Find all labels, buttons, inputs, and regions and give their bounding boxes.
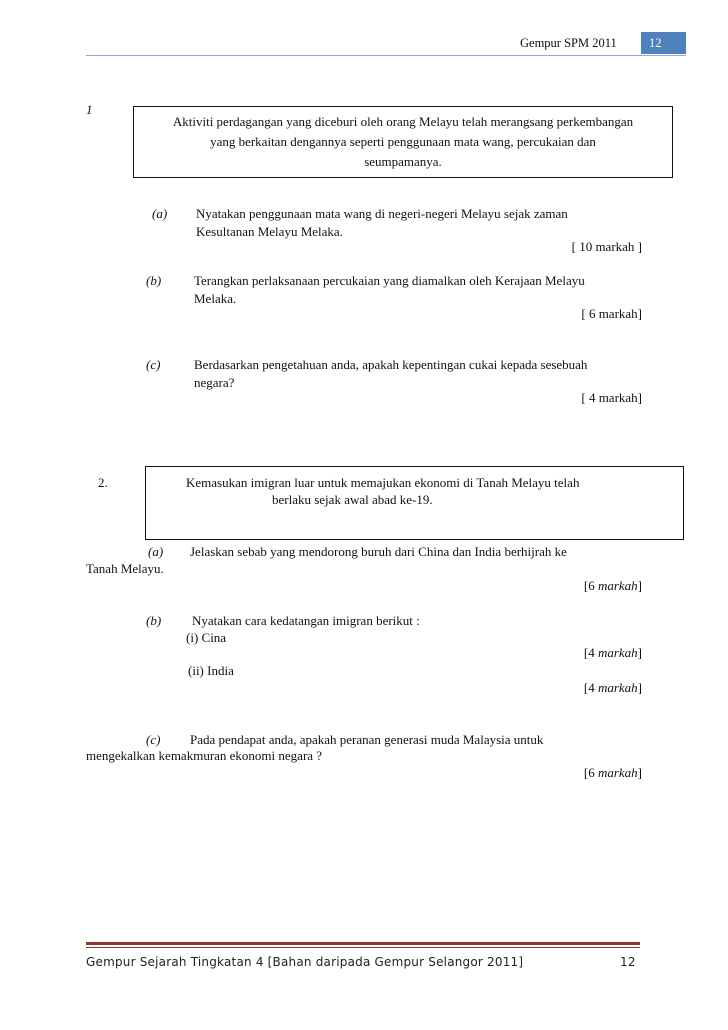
q2a-marks-number: 6 bbox=[588, 578, 595, 593]
q1-number: 1 bbox=[86, 102, 93, 117]
q2-stimulus-line-2: berlaku sejak awal abad ke-19. bbox=[272, 492, 433, 507]
footer-rule-thin bbox=[86, 947, 640, 948]
q2b-i-marks: [4 markah] bbox=[583, 645, 642, 660]
q2c-line-1: Pada pendapat anda, apakah peranan generasi muda Malaysia untuk bbox=[190, 732, 544, 747]
q1c-marks: [ 4 markah] bbox=[581, 390, 642, 405]
q2a-line-2: Tanah Melayu. bbox=[86, 561, 164, 576]
q2b-i-marks-number: 4 bbox=[588, 645, 595, 660]
header-title: Gempur SPM 2011 bbox=[520, 36, 617, 50]
q2c-label: (c) bbox=[146, 732, 161, 747]
header-page-number: 12 bbox=[641, 32, 686, 54]
q2a-line-1: Jelaskan sebab yang mendorong buruh dari China dan India berhijrah ke bbox=[190, 544, 567, 559]
q2b-ii-marks-word: markah bbox=[597, 680, 638, 695]
q1a-line-2: Kesultanan Melayu Melaka. bbox=[196, 224, 343, 239]
q1b-label: (b) bbox=[146, 273, 162, 288]
q2c-marks-number: 6 bbox=[588, 765, 595, 780]
q2a-marks-word: markah bbox=[597, 578, 638, 593]
q2b-ii-marks: [4 markah] bbox=[583, 680, 642, 695]
q1-stimulus-line-1: Aktiviti perdagangan yang diceburi oleh orang Melayu telah merangsang perkembangan bbox=[172, 114, 634, 129]
q1-stimulus-line-2: yang berkaitan dengannya seperti penggunaan mata wang, percukaian dan bbox=[210, 134, 596, 149]
q2b-line-1: Nyatakan cara kedatangan imigran berikut : bbox=[192, 613, 420, 628]
q2b-item-ii: (ii) India bbox=[188, 663, 234, 678]
q1b-line-1: Terangkan perlaksanaan percukaian yang diamalkan oleh Kerajaan Melayu bbox=[194, 273, 585, 288]
q2b-i-marks-word: markah bbox=[597, 645, 638, 660]
q2c-line-2: mengekalkan kemakmuran ekonomi negara ? bbox=[86, 748, 323, 763]
q2c-marks-word: markah bbox=[597, 765, 638, 780]
q1c-label: (c) bbox=[146, 357, 161, 372]
q2a-marks: [6 markah] bbox=[583, 578, 642, 593]
q1a-label: (a) bbox=[152, 206, 168, 221]
q2b-label: (b) bbox=[146, 613, 162, 628]
q2-stimulus-line-1: Kemasukan imigran luar untuk memajukan ekonomi di Tanah Melayu telah bbox=[186, 475, 580, 490]
q1c-line-2: negara? bbox=[194, 375, 235, 390]
q2c-marks: [6 markah] bbox=[583, 765, 642, 780]
q1a-marks: [ 10 markah ] bbox=[571, 239, 642, 254]
q1c-line-1: Berdasarkan pengetahuan anda, apakah kepentingan cukai kepada sesebuah bbox=[194, 357, 588, 372]
q2b-item-i: (i) Cina bbox=[186, 630, 227, 645]
q2a-label: (a) bbox=[148, 544, 164, 559]
q1a-line-1: Nyatakan penggunaan mata wang di negeri-negeri Melayu sejak zaman bbox=[196, 206, 568, 221]
header-rule bbox=[86, 55, 686, 56]
footer-page-number: 12 bbox=[620, 955, 636, 969]
footer-title: Gempur Sejarah Tingkatan 4 [Bahan daripada Gempur Selangor 2011] bbox=[86, 955, 524, 969]
footer-rule-thick bbox=[86, 942, 640, 945]
q1b-line-2: Melaka. bbox=[194, 291, 237, 306]
q2b-ii-marks-number: 4 bbox=[588, 680, 595, 695]
q1b-marks: [ 6 markah] bbox=[581, 306, 642, 321]
q2-number: 2. bbox=[98, 475, 108, 490]
q1-stimulus-line-3: seumpamanya. bbox=[364, 154, 442, 169]
